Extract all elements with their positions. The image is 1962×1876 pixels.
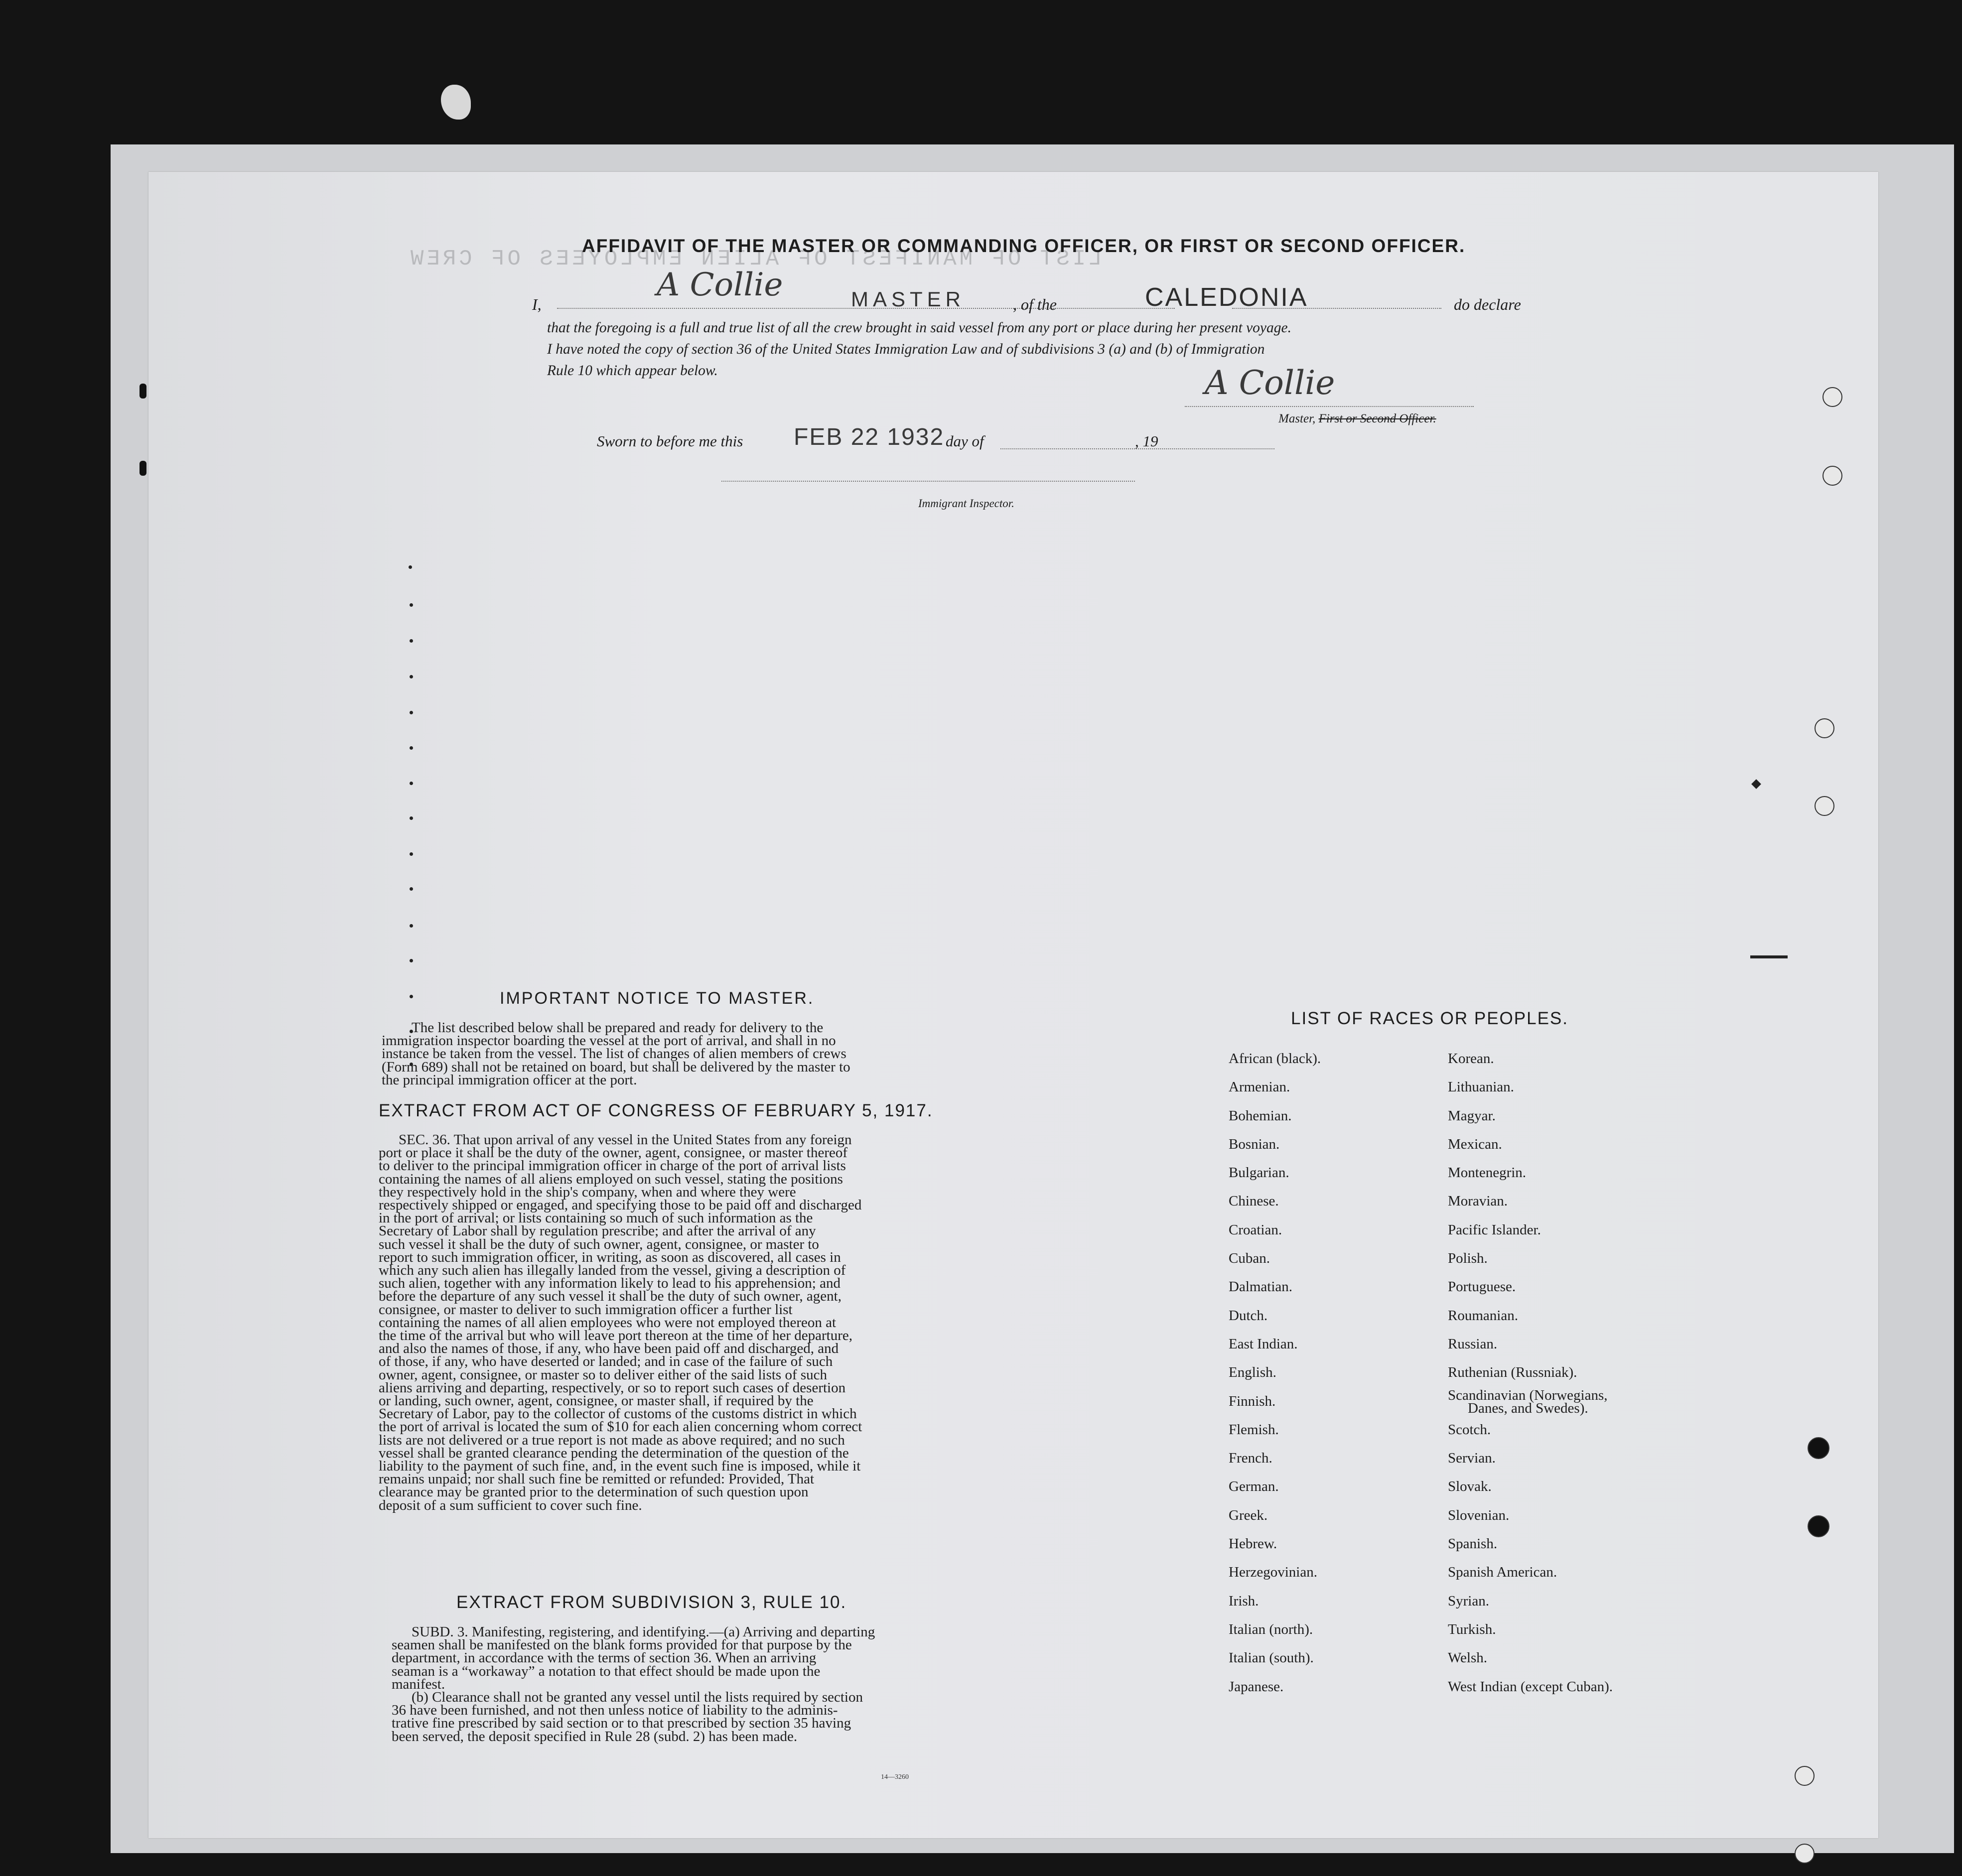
act-line: the time of the arrival but who will leave port thereon at the time of her departure, — [379, 1328, 853, 1344]
act-line: owner, agent, consignee, or master so to deliver either of the said lists of such — [379, 1366, 828, 1383]
sworn-date-stamp: FEB 22 1932 — [794, 424, 945, 450]
act-line: in the port of arrival; or lists containing so much of such information as the — [379, 1210, 813, 1226]
act-line: Secretary of Labor shall by regulation prescribe; and after the arrival of any — [379, 1223, 816, 1239]
binder-mark — [140, 461, 146, 476]
act-line: aliens arriving and departing, respectively, or so to report such cases of desertion — [379, 1379, 846, 1396]
race-item: German. — [1229, 1478, 1279, 1495]
race-item — [1448, 1387, 1727, 1416]
race-item-scandinavian: Scandinavian (Norwegians, — [1448, 1387, 1608, 1403]
rule-line: seaman is a “workaway” a notation to that effect should be made upon the — [392, 1663, 821, 1679]
race-item: Dutch. — [1229, 1307, 1268, 1324]
act-line: which any such alien has illegally landed from the vessel, giving a description of — [379, 1262, 846, 1279]
rule-line: manifest. — [392, 1676, 445, 1692]
punch-hole-icon — [1815, 718, 1834, 738]
race-item: Finnish. — [1229, 1393, 1276, 1409]
race-item: Croatian. — [1229, 1221, 1282, 1238]
ink-dot — [410, 746, 413, 750]
races-heading: LIST OF RACES OR PEOPLES. — [1291, 1009, 1569, 1028]
ink-dot — [410, 995, 413, 998]
race-item: Russian. — [1448, 1336, 1498, 1352]
race-item: Turkish. — [1448, 1621, 1496, 1637]
notice-line: (Form 689) shall not be retained on board, but shall be delivered by the master to — [382, 1059, 850, 1075]
race-item: Montenegrin. — [1448, 1165, 1527, 1181]
act-line: the port of arrival is located the sum of $10 for each alien concerning whom correct — [379, 1419, 862, 1435]
race-item: Italian (south). — [1229, 1650, 1314, 1666]
race-item: Ruthenian (Russniak). — [1448, 1364, 1577, 1381]
rule-extract-text — [392, 1625, 1099, 1743]
act-line: remains unpaid; nor shall such fine be remitted or refunded: Provided, That — [379, 1471, 815, 1487]
race-item: Portuguese. — [1448, 1279, 1516, 1295]
act-line: liability to the payment of such fine, and, in the event such fine is imposed, while it — [379, 1458, 861, 1474]
form-number: 14—3260 — [881, 1773, 909, 1781]
act-line: Secretary of Labor, pay to the collector of customs of the customs district in which — [379, 1406, 857, 1422]
notice-line: the principal immigration officer at the port. — [382, 1072, 637, 1088]
ink-dot — [410, 782, 413, 785]
vessel-name: CALEDONIA — [1145, 283, 1308, 312]
affidavit-title: AFFIDAVIT OF THE MASTER OR COMMANDING OFFICER, OR FIRST OR SECOND OFFICER. — [582, 236, 1466, 256]
race-item: Pacific Islander. — [1448, 1221, 1541, 1238]
punch-hole-icon — [1795, 1766, 1815, 1786]
act-line: such vessel it shall be the duty of such owner, agent, consignee, or master to — [379, 1236, 819, 1252]
vessel-line — [1232, 308, 1441, 309]
ink-dot — [410, 924, 413, 928]
act-line: of those, if any, who have deserted or landed; and in case of the failure of such — [379, 1353, 833, 1370]
race-item: Japanese. — [1229, 1678, 1284, 1695]
race-item: Spanish American. — [1448, 1564, 1557, 1581]
punch-hole-icon — [1815, 796, 1834, 816]
i-label: I, — [532, 295, 542, 313]
rule-line: seamen shall be manifested on the blank forms provided for that purpose by the — [392, 1637, 852, 1653]
act-line: lists are not delivered or a true report is not made as above required; and no such — [379, 1432, 845, 1448]
ink-dot — [410, 675, 413, 678]
rule-line: (b) Clearance shall not be granted any vessel until the lists required by section — [412, 1689, 863, 1706]
notice-line: immigration inspector boarding the vessel at the port of arrival, and shall in no — [382, 1033, 836, 1049]
notice-heading: IMPORTANT NOTICE TO MASTER. — [500, 989, 815, 1008]
act-line: they respectively hold in the ship's company, when and where they were — [379, 1184, 796, 1200]
act-line: and also the names of those, if any, who have been paid off and discharged, and — [379, 1340, 839, 1357]
ink-dot — [410, 711, 413, 714]
ink-dot — [410, 603, 413, 607]
ink-dash — [1750, 955, 1788, 958]
race-item-scandinavian-cont: Danes, and Swedes). — [1468, 1400, 1588, 1416]
act-line: to deliver to the principal immigration officer in charge of the port of arrival lists — [379, 1158, 846, 1174]
ink-dot — [410, 816, 413, 820]
ink-dot — [410, 639, 413, 643]
rule-line: SUBD. 3. Manifesting, registering, and identifying.—(a) Arriving and departing — [412, 1624, 875, 1640]
inspector-caption: Immigrant Inspector. — [918, 497, 1014, 510]
act-extract-heading: EXTRACT FROM ACT OF CONGRESS OF FEBRUARY 5, 1917. — [379, 1101, 933, 1120]
rule-line: been served, the deposit specified in Rule 28 (subd. 2) has been made. — [392, 1728, 798, 1744]
notice-line: The list described below shall be prepared and ready for delivery to the — [412, 1020, 824, 1036]
act-line: containing the names of all aliens employed on such vessel, stating the positions — [379, 1171, 843, 1187]
do-declare-label: do declare — [1454, 295, 1521, 313]
year-prefix: , 19 — [1135, 432, 1158, 450]
race-item: Italian (north). — [1229, 1621, 1313, 1637]
act-extract-text — [379, 1133, 1101, 1512]
ink-dot — [410, 887, 413, 891]
race-item: Dalmatian. — [1229, 1279, 1293, 1295]
ink-dot — [410, 852, 413, 856]
race-item: Syrian. — [1448, 1593, 1489, 1609]
act-line: deposit of a sum sufficient to cover such fine. — [379, 1497, 642, 1513]
rule-line: trative fine prescribed by said section or to that prescribed by section 35 having — [392, 1715, 851, 1732]
rank-stamp: MASTER — [851, 287, 966, 311]
races-left-column — [1229, 1045, 1438, 1701]
race-item: Hebrew. — [1229, 1536, 1277, 1552]
race-item: Cuban. — [1229, 1250, 1270, 1267]
punch-hole-icon — [1822, 466, 1842, 486]
race-item: Moravian. — [1448, 1193, 1508, 1209]
punch-hole-icon — [1822, 387, 1842, 407]
race-item: Herzegovinian. — [1229, 1564, 1317, 1581]
race-item: Korean. — [1448, 1051, 1494, 1067]
race-item: Slovak. — [1448, 1478, 1492, 1495]
signature-line — [1185, 406, 1474, 407]
act-line: such alien, together with any information likely to lead to his apprehension; and — [379, 1275, 841, 1292]
race-item: Bulgarian. — [1229, 1165, 1289, 1181]
rule-extract-heading: EXTRACT FROM SUBDIVISION 3, RULE 10. — [456, 1593, 847, 1612]
bleed-through-text: LIST OF MANIFEST OF ALIEN EMPLOYEES OF CREW — [408, 247, 1102, 271]
race-item: Spanish. — [1448, 1536, 1498, 1552]
act-line: report to such immigration officer, in writing, as soon as discovered, all cases in — [379, 1249, 841, 1265]
race-item: Scotch. — [1448, 1421, 1491, 1438]
act-line: port or place it shall be the duty of the owner, agent, consignee, or master thereof — [379, 1145, 848, 1161]
punch-hole-icon — [1808, 1437, 1829, 1459]
race-item: Armenian. — [1229, 1079, 1290, 1095]
race-item: Bosnian. — [1229, 1136, 1280, 1152]
act-line: containing the names of all alien employees who were not employed thereon at — [379, 1314, 837, 1331]
races-right-column — [1448, 1045, 1727, 1701]
of-the-label: , of the — [1013, 295, 1057, 313]
act-line: vessel shall be granted clearance pending the determination of the question of the — [379, 1445, 849, 1461]
act-line: consignee, or master to deliver to such immigration officer a further list — [379, 1301, 793, 1318]
rule-line: department, in accordance with the terms of section 36. When an arriving — [392, 1650, 817, 1666]
act-line: or landing, such owner, agent, consignee, or master shall, if required by the — [379, 1393, 814, 1409]
race-item: Slovenian. — [1448, 1507, 1510, 1523]
race-item: Welsh. — [1448, 1650, 1488, 1666]
race-item: African (black). — [1229, 1051, 1321, 1067]
race-item: Greek. — [1229, 1507, 1268, 1523]
notice-text — [382, 1021, 1104, 1086]
punch-hole-icon — [1808, 1515, 1829, 1537]
race-item: East Indian. — [1229, 1336, 1298, 1352]
master-caption-text: Master, — [1278, 412, 1316, 425]
race-item: Polish. — [1448, 1250, 1488, 1267]
rule-line: 36 have been furnished, and not then unless notice of liability to the adminis- — [392, 1702, 838, 1719]
master-signature: A Collie — [1205, 364, 1335, 402]
punch-hole-icon — [1795, 1844, 1815, 1864]
inspector-line — [721, 481, 1135, 482]
notice-line: instance be taken from the vessel. The list of changes of alien members of crews — [382, 1046, 846, 1062]
statement-line-3: Rule 10 which appear below. — [547, 363, 718, 379]
master-caption — [1278, 412, 1436, 426]
act-line: before the departure of any such vessel it shall be the duty of such owner, agent, — [379, 1288, 841, 1305]
affidavit-page — [148, 172, 1878, 1838]
sworn-prefix: Sworn to before me this — [597, 432, 743, 450]
statement-line-1: that the foregoing is a full and true list of all the crew brought in said vessel from any port or place during her present voyage. — [547, 320, 1291, 336]
race-item: French. — [1229, 1450, 1272, 1467]
race-item: Roumanian. — [1448, 1307, 1518, 1324]
ink-dot — [410, 959, 413, 962]
race-item: Chinese. — [1229, 1193, 1279, 1209]
race-item: Mexican. — [1448, 1136, 1502, 1152]
act-line: respectively shipped or engaged, and specifying those to be paid off and discharged — [379, 1197, 862, 1213]
race-item: Magyar. — [1448, 1107, 1496, 1124]
race-item: Lithuanian. — [1448, 1079, 1514, 1095]
race-item: West Indian (except Cuban). — [1448, 1678, 1613, 1695]
day-of-label: day of — [946, 432, 984, 450]
debris-spot — [441, 85, 471, 120]
race-item: English. — [1229, 1364, 1276, 1381]
struck-officer-caption: First or Second Officer. — [1318, 412, 1436, 425]
race-item: Flemish. — [1229, 1421, 1279, 1438]
master-name-signature: A Collie — [657, 267, 783, 303]
statement-line-2: I have noted the copy of section 36 of the United States Immigration Law and of subdivisions 3 (a) and (b) of Immigration — [547, 341, 1265, 357]
act-line: clearance may be granted prior to the determination of such question upon — [379, 1484, 809, 1500]
act-line: SEC. 36. That upon arrival of any vessel in the United States from any foreign — [399, 1132, 852, 1148]
race-item: Bohemian. — [1229, 1107, 1292, 1124]
race-item: Irish. — [1229, 1593, 1259, 1609]
ink-dot — [409, 565, 412, 569]
race-item: Servian. — [1448, 1450, 1496, 1467]
binder-mark — [140, 384, 146, 399]
